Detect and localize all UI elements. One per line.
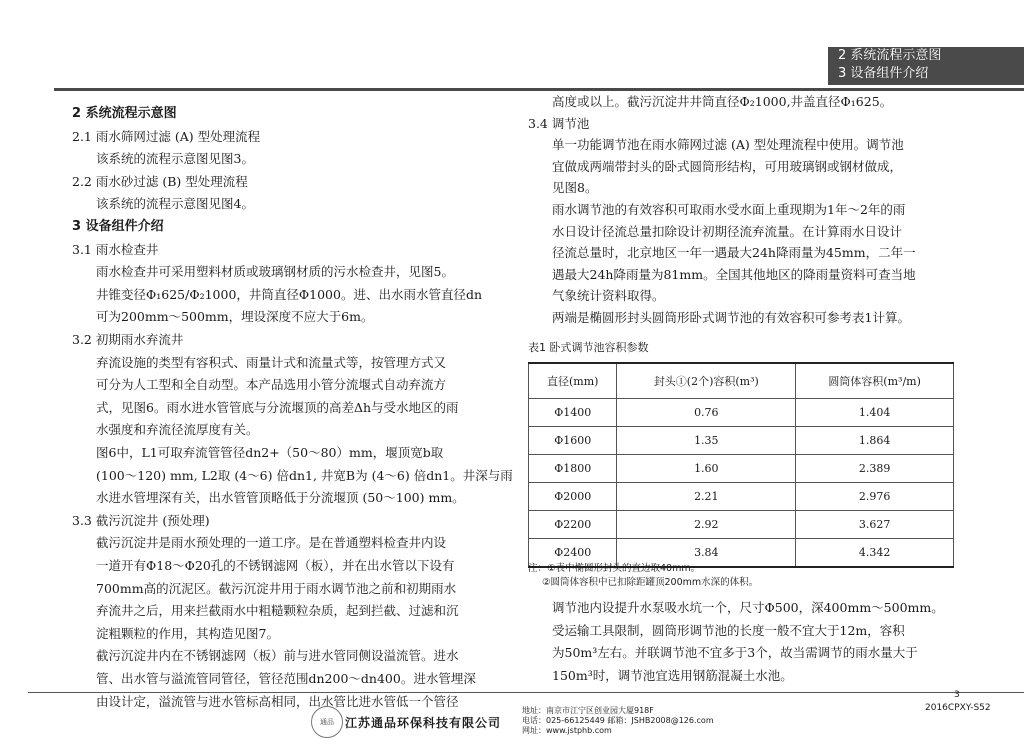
- table-note-1: 注：①表中椭圆形封头的直边取40mm。: [528, 563, 701, 574]
- text-line: 3.3 截污沉淀井 (预处理): [72, 512, 210, 528]
- text-line: 3.2 初期雨水弃流井: [72, 332, 184, 347]
- text-line: 3.4 调节池: [528, 115, 590, 131]
- document-code: 2016CPXY-S52: [925, 703, 991, 713]
- text-line: 遇最大24h降雨量为81mm。全国其他地区的降雨量资料可查当地: [552, 266, 916, 282]
- page-number: 3: [954, 690, 960, 700]
- table-row: [529, 399, 954, 427]
- text-line: 弃流井之后，用来拦截雨水中粗糙颗粒杂质，起到拦截、过滤和沉: [96, 603, 459, 619]
- text-line: 图6中，L1可取弃流管管径dn2+（50～80）mm，堰顶宽b取: [96, 445, 444, 460]
- text-line: 见图8。: [552, 180, 598, 196]
- text-line: 2.1 雨水筛网过滤 (A) 型处理流程: [72, 128, 261, 144]
- address: 地址：南京市江宁区创业园大厦918F: [522, 706, 654, 715]
- text-line: 单一功能调节池在雨水筛网过滤 (A) 型处理流程中使用。调节池: [552, 137, 904, 153]
- text-line: 150m³时，调节池宜选用钢筋混凝土水池。: [552, 667, 793, 683]
- header-rule: [54, 88, 1024, 91]
- table-cell: 2.92: [617, 511, 796, 539]
- table-row: [529, 483, 954, 511]
- text-line: 管、出水管与溢流管同管径，管径范围dn200～dn400。进水管埋深: [96, 671, 476, 686]
- contact-info: [522, 706, 714, 736]
- table-cell: Φ2000: [529, 483, 617, 511]
- table-cell: 1.60: [617, 455, 796, 483]
- text-line: 井锥变径Φ₁625/Φ₂1000，井筒直径Φ1000。进、出水雨水管直径dn: [96, 286, 483, 302]
- text-line: 可为200mm～500mm，埋设深度不应大于6m。: [96, 309, 374, 325]
- text-line: 宜做成两端带封头的卧式圆筒形结构，可用玻璃钢或钢材做成，: [552, 158, 903, 174]
- text-line: 弃流设施的类型有容积式、雨量计式和流量式等，按管理方式又: [96, 354, 447, 370]
- table-cell: 3.84: [617, 539, 796, 568]
- table-header-cell: 封头①(2个)容积(m³): [617, 363, 796, 399]
- table-cell: 4.342: [796, 539, 954, 568]
- text-line: 式，见图6。雨水进水管管底与分流堰顶的高差Δh与受水地区的雨: [96, 399, 459, 415]
- text-line: 截污沉淀井内在不锈钢滤网（板）前与进水管同侧设溢流管。进水: [96, 648, 459, 664]
- text-line: 由设计定，溢流管与进水管标高相同，出水管比进水管低一个管径: [96, 693, 459, 709]
- text-line: 水强度和弃流径流厚度有关。: [96, 422, 259, 438]
- table-cell: 2.389: [796, 455, 954, 483]
- table-row: [529, 427, 954, 455]
- text-line: 雨水调节池的有效容积可取雨水受水面上重现期为1年～2年的雨: [552, 202, 906, 217]
- header-line-2: 3 设备组件介绍: [838, 66, 929, 81]
- text-line: 该系统的流程示意图见图3。: [96, 151, 254, 167]
- text-line: 截污沉淀井是雨水预处理的一道工序。是在普通塑料检查井内设: [96, 535, 447, 551]
- text-line: 700mm高的沉泥区。截污沉淀井用于雨水调节池之前和初期雨水: [96, 580, 457, 596]
- table-cell: 2.21: [617, 483, 796, 511]
- table-row: [529, 455, 954, 483]
- text-line: 3.1 雨水检查井: [72, 241, 159, 257]
- volume-table: [528, 362, 954, 568]
- text-line: 水进水管埋深有关，出水管管顶略低于分流堰顶 (50～100) mm。: [96, 490, 465, 506]
- table-header-cell: 圆筒体容积(m³/m): [796, 363, 954, 399]
- text-line: 一道开有Φ18～Φ20孔的不锈钢滤网（板），并在出水管以下设有: [96, 558, 455, 573]
- text-line: 调节池内设提升水泵吸水坑一个，尺寸Φ500，深400mm～500mm。: [552, 600, 944, 615]
- text-line: 两端是椭圆形封头圆筒形卧式调节池的有效容积可参考表1计算。: [552, 310, 910, 325]
- table-note-2: ②圆筒体容积中已扣除距罐顶200mm水深的体积。: [542, 577, 759, 588]
- text-line: 径流总量时，北京地区一年一遇最大24h降雨量为45mm，二年一: [552, 245, 916, 261]
- text-line: 该系统的流程示意图见图4。: [96, 196, 254, 212]
- table-header-row: [529, 363, 954, 399]
- table-caption: 表1 卧式调节池容积参数: [528, 341, 649, 354]
- table-cell: Φ2200: [529, 511, 617, 539]
- text-line: 淀粗颗粒的作用，其构造见图7。: [96, 625, 279, 641]
- company-name: 江苏通品环保科技有限公司: [345, 716, 502, 730]
- text-line: 水日设计径流总量扣除设计初期径流弃流量。在计算雨水日设计: [552, 223, 903, 239]
- table-cell: Φ1600: [529, 427, 617, 455]
- text-line: 雨水检查井可采用塑料材质或玻璃钢材质的污水检查井，见图5。: [96, 264, 454, 280]
- phone-email: 电话：025-66125449 邮箱：JSHB2008@126.com: [522, 716, 714, 725]
- text-line: 可分为人工型和全自动型。本产品选用小管分流堰式自动弃流方: [96, 377, 447, 393]
- table-cell: 1.404: [796, 399, 954, 427]
- text-line: 高度或以上。截污沉淀井井筒直径Φ₂1000,井盖直径Φ₁625。: [552, 94, 893, 109]
- text-line: 2.2 雨水砂过滤 (B) 型处理流程: [72, 173, 248, 189]
- text-line: (100～120) mm, L2取 (4～6) 倍dn1, 井宽B为 (4～6) 倍dn1。井深与雨: [96, 467, 513, 483]
- table-row: [529, 511, 954, 539]
- table-header-cell: 直径(mm): [529, 363, 617, 399]
- section-header-box: [828, 47, 1024, 85]
- table-cell: 1.864: [796, 427, 954, 455]
- table-cell: Φ2400: [529, 539, 617, 568]
- table-cell: 1.35: [617, 427, 796, 455]
- table-cell: 2.976: [796, 483, 954, 511]
- company-logo: 通品: [311, 706, 343, 738]
- table-cell: 0.76: [617, 399, 796, 427]
- table-cell: Φ1400: [529, 399, 617, 427]
- footer-rule: [28, 692, 1024, 693]
- text-line: 为50m³左右。并联调节池不宜多于3个，故当需调节的雨水量大于: [552, 645, 918, 661]
- table-cell: 3.627: [796, 511, 954, 539]
- text-line: 气象统计资料取得。: [552, 288, 665, 304]
- website-link[interactable]: 网址：www.jstphb.com: [522, 726, 612, 735]
- header-line-1: 2 系统流程示意图: [838, 48, 942, 63]
- table-cell: Φ1800: [529, 455, 617, 483]
- section-heading: 2 系统流程示意图: [72, 106, 177, 121]
- section-heading: 3 设备组件介绍: [72, 219, 164, 234]
- text-line: 受运输工具限制，圆筒形调节池的长度一般不宜大于12m，容积: [552, 622, 905, 638]
